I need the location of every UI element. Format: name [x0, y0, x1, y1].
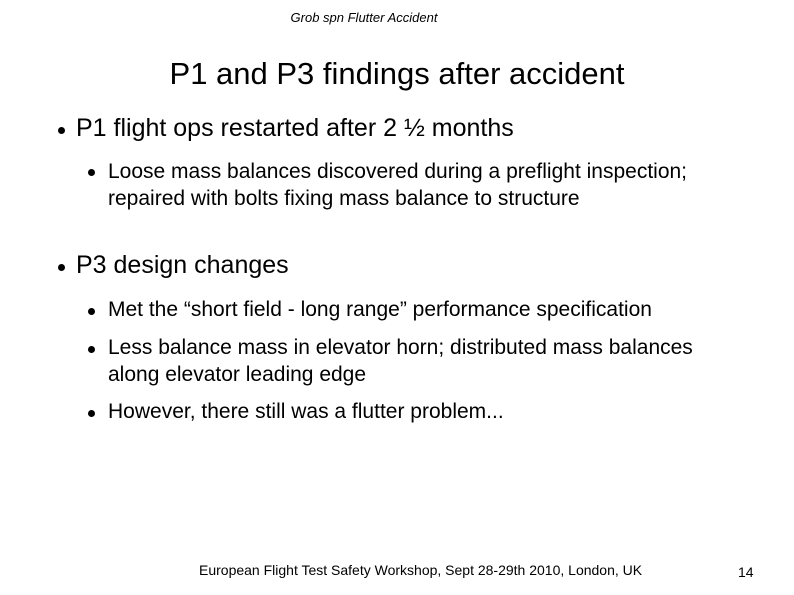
header-text: Grob spn Flutter Accident	[290, 10, 438, 25]
sub-bullet-icon	[88, 308, 95, 315]
sub-bullet-loose-mass-balances: Loose mass balances discovered during a preflight inspection; repaired with bolts fixing mass balance to structure	[108, 160, 688, 210]
bullet-icon	[58, 127, 65, 134]
slide-title: P1 and P3 findings after accident	[169, 56, 625, 91]
sub-bullet-flutter-problem: However, there still was a flutter problem...	[108, 400, 504, 423]
sub-bullet-icon	[88, 169, 95, 176]
bullet-p3-design-changes: P3 design changes	[76, 251, 289, 279]
sub-bullet-less-balance-mass: Less balance mass in elevator horn; distributed mass balances along elevator leading edge	[108, 336, 693, 386]
footer-text: European Flight Test Safety Workshop, Sept 28-29th 2010, London, UK	[199, 562, 643, 578]
bullet-p1-flight-ops: P1 flight ops restarted after 2 ½ months	[76, 114, 514, 142]
sub-bullet-icon	[88, 410, 95, 417]
sub-bullet-short-field-spec: Met the “short field - long range” performance specification	[108, 298, 652, 321]
sub-bullet-icon	[88, 346, 95, 353]
page-number: 14	[738, 564, 754, 580]
bullet-icon	[58, 264, 65, 271]
